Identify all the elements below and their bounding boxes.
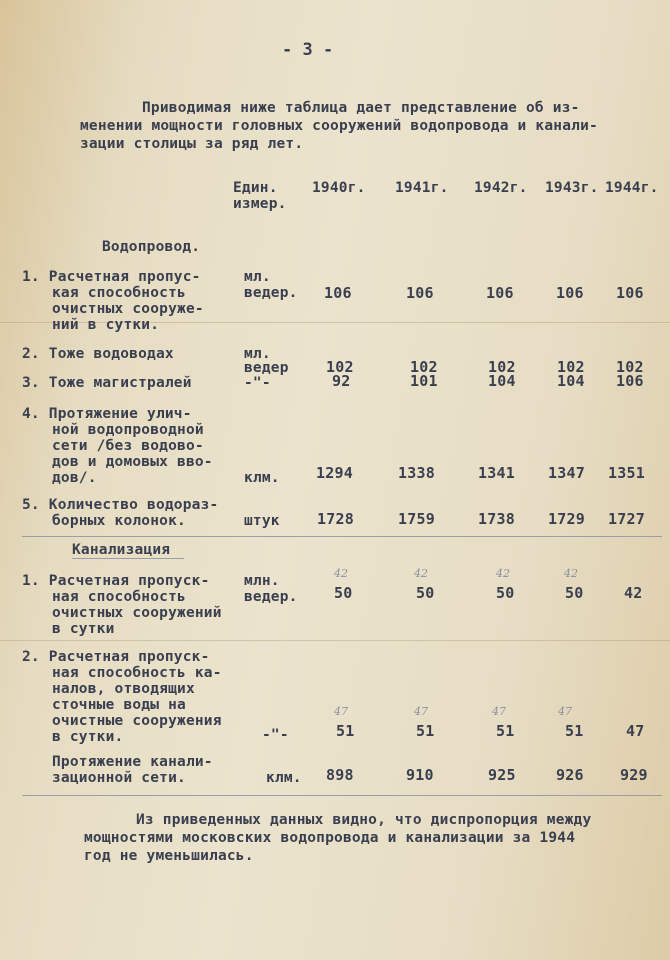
- table-cell: 898: [326, 766, 354, 784]
- table-cell: 1347: [548, 464, 585, 482]
- pencil-correction: 47: [558, 705, 572, 718]
- section-rule: [22, 536, 662, 537]
- table-cell: 102: [557, 358, 585, 376]
- conclusion-line: год не уменьшилась.: [84, 848, 254, 864]
- pencil-correction: 42: [414, 567, 428, 580]
- table-cell: 106: [406, 284, 434, 302]
- row-label: сети /без водово-: [52, 438, 204, 454]
- year-header: 1942г.: [474, 180, 528, 196]
- table-cell: 1338: [398, 464, 435, 482]
- row-label: дов/.: [52, 470, 97, 486]
- row-unit: -"-: [262, 727, 289, 743]
- year-header: 1944г.: [605, 180, 659, 196]
- row-unit: штук: [244, 513, 280, 529]
- table-cell: 50: [334, 584, 353, 602]
- row-label: 1. Расчетная пропуск-: [22, 573, 210, 589]
- table-cell: 51: [565, 722, 584, 740]
- row-unit: клм.: [266, 770, 302, 786]
- row-label: Протяжение канали-: [52, 754, 213, 770]
- row-label: налов, отводящих: [52, 681, 195, 697]
- year-header: 1941г.: [395, 180, 449, 196]
- table-cell: 102: [616, 358, 644, 376]
- row-label: дов и домовых вво-: [52, 454, 213, 470]
- intro-line: Приводимая ниже таблица дает представление об из-: [142, 100, 580, 116]
- table-cell: 910: [406, 766, 434, 784]
- row-label: 4. Протяжение улич-: [22, 406, 192, 422]
- table-cell: 1294: [316, 464, 353, 482]
- table-cell: 1341: [478, 464, 515, 482]
- table-cell: 106: [324, 284, 352, 302]
- pencil-correction: 42: [334, 567, 348, 580]
- row-label: ная способность ка-: [52, 665, 222, 681]
- pencil-correction: 47: [414, 705, 428, 718]
- row-label: 2. Тоже водоводах: [22, 346, 174, 362]
- year-header: 1940г.: [312, 180, 366, 196]
- pencil-correction: 42: [564, 567, 578, 580]
- table-cell: 1728: [317, 510, 354, 528]
- row-unit: ведер.: [244, 285, 298, 301]
- row-unit: млн.: [244, 573, 280, 589]
- pencil-correction: 42: [496, 567, 510, 580]
- table-cell: 106: [616, 284, 644, 302]
- table-cell: 101: [410, 372, 438, 390]
- section-underline: [72, 558, 184, 559]
- row-unit: ведер.: [244, 589, 298, 605]
- table-cell: 106: [486, 284, 514, 302]
- table-cell: 929: [620, 766, 648, 784]
- table-cell: 92: [332, 372, 351, 390]
- pencil-correction: 47: [334, 705, 348, 718]
- pencil-correction: 47: [492, 705, 506, 718]
- row-unit: мл.: [244, 269, 271, 285]
- unit-header: измер.: [233, 196, 287, 212]
- table-cell: 51: [416, 722, 435, 740]
- table-cell: 1351: [608, 464, 645, 482]
- table-cell: 51: [496, 722, 515, 740]
- row-unit: -"-: [244, 375, 271, 391]
- row-label: очистных сооружений: [52, 605, 222, 621]
- year-header: 1943г.: [545, 180, 599, 196]
- section-title: Канализация: [72, 542, 171, 558]
- row-label: очистные сооружения: [52, 713, 222, 729]
- row-label: сточные воды на: [52, 697, 186, 713]
- table-cell: 51: [336, 722, 355, 740]
- conclusion-line: мощностями московских водопровода и канализации за 1944: [84, 830, 576, 846]
- row-unit: клм.: [244, 470, 280, 486]
- row-label: 1. Расчетная пропус-: [22, 269, 201, 285]
- row-label: в сутки.: [52, 729, 124, 745]
- row-label: 3. Тоже магистралей: [22, 375, 192, 391]
- table-cell: 1738: [478, 510, 515, 528]
- table-cell: 42: [624, 584, 643, 602]
- table-cell: 50: [496, 584, 515, 602]
- table-cell: 102: [410, 358, 438, 376]
- row-label: борных колонок.: [52, 513, 186, 529]
- table-cell: 50: [565, 584, 584, 602]
- row-unit: ведер: [244, 360, 289, 376]
- table-cell: 926: [556, 766, 584, 784]
- table-cell: 1729: [548, 510, 585, 528]
- row-label: в сутки: [52, 621, 115, 637]
- table-cell: 106: [616, 372, 644, 390]
- table-cell: 925: [488, 766, 516, 784]
- table-cell: 50: [416, 584, 435, 602]
- paper-fold: [0, 640, 670, 641]
- page-number: - 3 -: [282, 40, 334, 60]
- row-unit: мл.: [244, 346, 271, 362]
- row-label: 2. Расчетная пропуск-: [22, 649, 210, 665]
- section-rule: [22, 795, 662, 796]
- table-cell: 1727: [608, 510, 645, 528]
- table-cell: 1759: [398, 510, 435, 528]
- unit-header: Един.: [233, 180, 278, 196]
- row-label: зационной сети.: [52, 770, 186, 786]
- table-cell: 47: [626, 722, 645, 740]
- table-cell: 102: [488, 358, 516, 376]
- table-cell: 104: [557, 372, 585, 390]
- row-label: 5. Количество водораз-: [22, 497, 219, 513]
- section-title: Водопровод.: [102, 239, 201, 255]
- intro-line: зации столицы за ряд лет.: [80, 136, 304, 152]
- row-label: ная способность: [52, 589, 186, 605]
- row-label: ний в сутки.: [52, 317, 160, 333]
- row-label: кая способность: [52, 285, 186, 301]
- table-cell: 106: [556, 284, 584, 302]
- conclusion-line: Из приведенных данных видно, что диспропорция между: [136, 812, 592, 828]
- table-cell: 102: [326, 358, 354, 376]
- row-label: очистных сооруже-: [52, 301, 204, 317]
- intro-line: менении мощности головных сооружений водопровода и канали-: [80, 118, 598, 134]
- table-cell: 104: [488, 372, 516, 390]
- row-label: ной водопроводной: [52, 422, 204, 438]
